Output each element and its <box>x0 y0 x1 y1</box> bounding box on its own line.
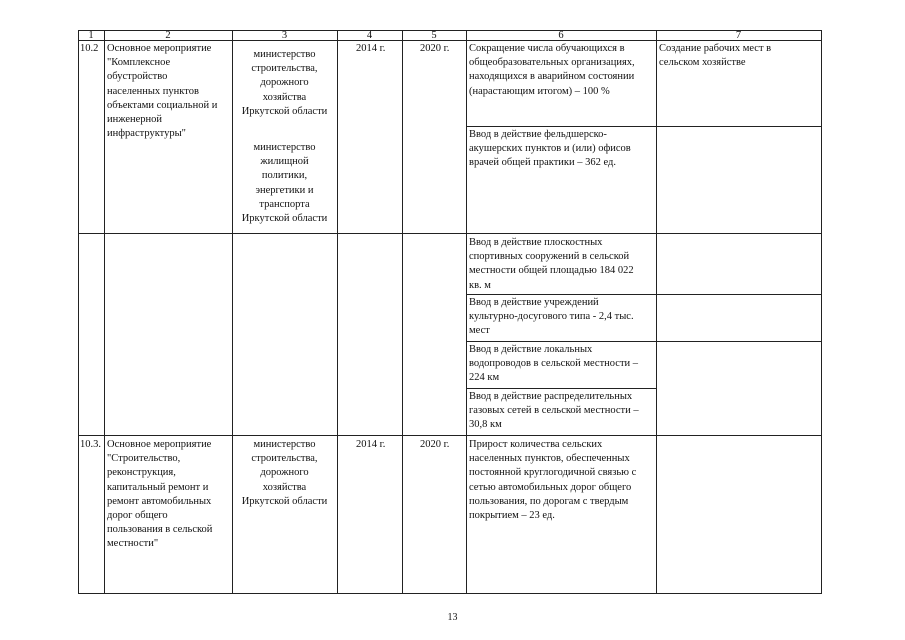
result-indicator: Прирост количества сельских населенных пунктов, обеспеченных постоянной круглогодичной связью с сетью автомобильных дорог общего пользования, по дорогам с твердым покрытием – 23 ед. <box>469 439 637 522</box>
relation-text: Создание рабочих мест в сельском хозяйстве <box>659 43 772 69</box>
col-border <box>402 30 403 594</box>
col-border <box>656 30 657 594</box>
header-col-3: 3 <box>281 30 288 41</box>
col-border <box>466 30 467 594</box>
col-border <box>821 30 822 594</box>
activity-name: Основное мероприятие "Строительство, реконструкция, капитальный ремонт и ремонт автомобильных дорог общего пользования в сельской местности" <box>107 439 213 550</box>
col-border <box>104 30 105 594</box>
result-indicator: Ввод в действие фельдшерско- акушерских пунктов и (или) офисов врачей общей практики – 362 ед. <box>469 129 631 169</box>
header-col-5: 5 <box>431 30 437 41</box>
row-divider <box>466 388 656 389</box>
header-col-6: 6 <box>558 30 564 41</box>
row-divider <box>466 294 822 295</box>
page-number: 13 <box>447 612 458 623</box>
executor: министерство жилищной политики, энергетики и транспорта Иркутской области <box>241 142 328 225</box>
table-bottom-border <box>78 593 822 594</box>
header-col-2: 2 <box>165 30 171 41</box>
row-divider <box>466 341 822 342</box>
result-indicator: Ввод в действие распределительных газовых сетей в сельской местности – 30,8 км <box>469 391 639 431</box>
col-border <box>78 30 79 594</box>
end-year: 2020 г. <box>420 43 450 54</box>
header-col-1: 1 <box>88 30 94 41</box>
result-indicator: Ввод в действие плоскостных спортивных сооружений в сельской местности общей площадью 184 022 кв. м <box>469 237 634 291</box>
result-indicator: Ввод в действие локальных водопроводов в сельской местности – 224 км <box>469 344 639 384</box>
row-divider <box>78 435 822 436</box>
start-year: 2014 г. <box>356 439 386 450</box>
col-border <box>337 30 338 594</box>
row-divider <box>466 126 822 127</box>
executor: министерство строительства, дорожного хозяйства Иркутской области <box>241 49 328 117</box>
row-number: 10.2 <box>80 43 99 54</box>
header-col-7: 7 <box>735 30 742 41</box>
result-indicator: Ввод в действие учреждений культурно-досугового типа - 2,4 тыс. мест <box>469 297 634 337</box>
start-year: 2014 г. <box>356 43 386 54</box>
header-col-4: 4 <box>366 30 373 41</box>
end-year: 2020 г. <box>420 439 450 450</box>
executor: министерство строительства, дорожного хозяйства Иркутской области <box>241 439 328 507</box>
row-number: 10.3. <box>80 439 101 450</box>
activity-name: Основное мероприятие "Комплексное обустройство населенных пунктов объектами социальной и инженерной инфраструктуры" <box>107 43 218 140</box>
result-indicator: Сокращение числа обучающихся в общеобразовательных организациях, находящихся в аварийном состоянии (нарастающим итогом) – 100 % <box>469 43 635 97</box>
page-break-border <box>78 233 822 234</box>
